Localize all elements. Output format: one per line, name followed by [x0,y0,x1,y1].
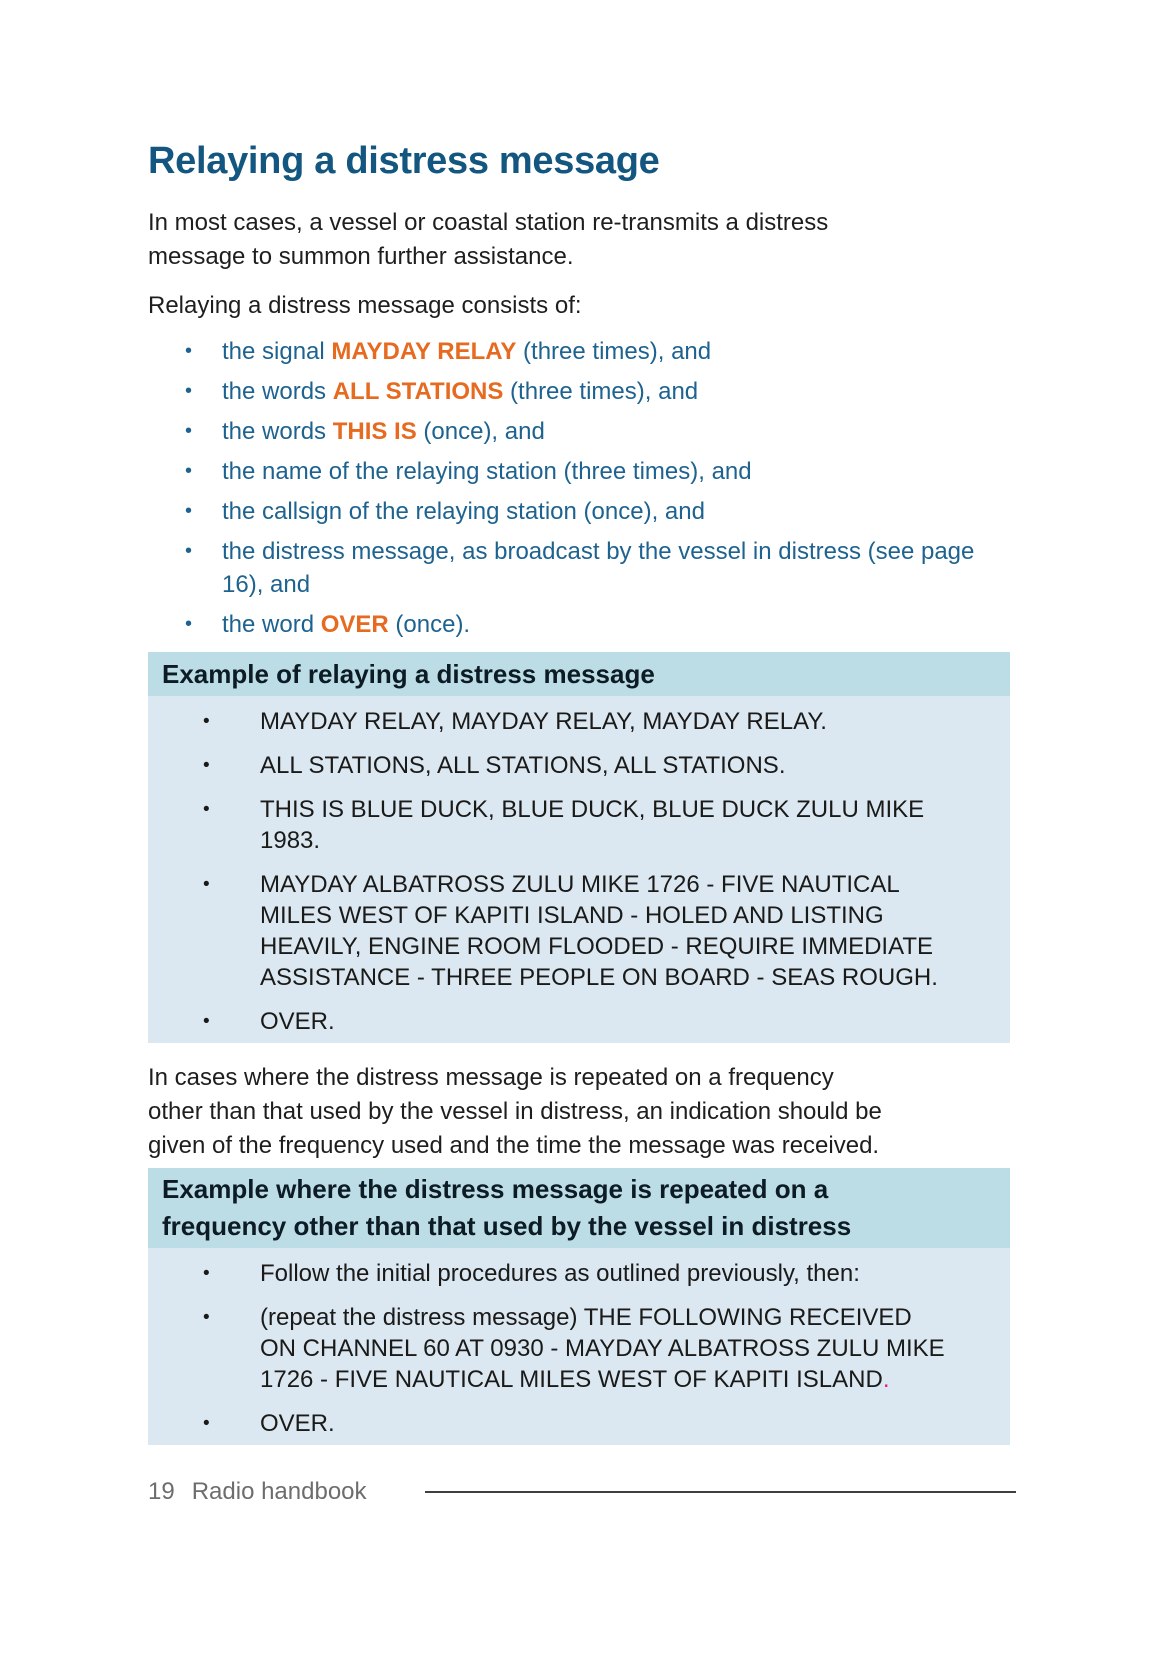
list-item-text: (once), and [416,418,545,445]
list-item-text: (once). [388,611,471,638]
bullet-icon: • [203,1307,210,1328]
example-item [148,869,1000,993]
example-box-relaying [148,652,1010,1043]
example-item-text: Follow the initial procedures as outlined previously, then: [260,1260,860,1287]
list-item [148,375,1010,408]
keyword-highlight: OVER [320,611,389,638]
example-item [148,750,1000,781]
bullet-icon: • [203,874,210,895]
handbook-title: Radio handbook [191,1478,367,1505]
paragraph-line: given of the frequency used and the time the message was received. [148,1132,880,1159]
example-box-body [148,696,1010,1043]
bullet-icon: • [185,340,193,362]
distress-relay-components-list [148,335,1010,641]
bullet-icon: • [203,711,210,732]
page-footer [148,1477,1016,1507]
list-item-text: the callsign of the relaying station (once), and [222,498,705,525]
example-item [148,1302,1000,1395]
example-item-text: (repeat the distress message) THE FOLLOWING RECEIVED ON CHANNEL 60 AT 0930 - MAYDAY ALBATROSS ZULU MIKE 1726 - FIVE NAUTICAL MILES WEST OF KAPITI ISLAND. [260,1304,945,1393]
example-item-text: MAYDAY RELAY, MAYDAY RELAY, MAYDAY RELAY. [260,708,827,735]
list-item-text: (three times), and [516,338,712,365]
repeat-frequency-paragraph [148,1061,1010,1163]
bullet-icon: • [185,540,193,562]
list-item-text: the name of the relaying station (three times), and [222,458,752,485]
example-box-repeated-frequency [148,1168,1010,1445]
keyword-highlight: ALL STATIONS [332,378,504,405]
example-item [148,1408,1000,1439]
example-item [148,794,1000,856]
example-box-title: Example where the distress message is repeated on a frequency other than that used by the vessel in distress [148,1168,1010,1248]
example-item-text: OVER. [260,1008,335,1035]
example-item-text: MAYDAY ALBATROSS ZULU MIKE 1726 - FIVE NAUTICAL MILES WEST OF KAPITI ISLAND - HOLED AND LISTING HEAVILY, ENGINE ROOM FLOODED - REQUIRE IMMEDIATE ASSISTANCE - THREE PEOPLE ON BOARD - SEAS ROUGH. [260,871,938,991]
list-item [148,535,1010,601]
bullet-icon: • [203,755,210,776]
bullet-icon: • [185,613,193,635]
list-item-text: the signal [222,338,332,365]
bullet-icon: • [203,1011,210,1032]
page-title: Relaying a distress message [148,140,660,182]
example-item-text: THIS IS BLUE DUCK, BLUE DUCK, BLUE DUCK ZULU MIKE 1983. [260,796,925,854]
example-box-title: Example of relaying a distress message [148,652,1010,696]
footer-rule [425,1491,1016,1493]
page-number: 19 [148,1478,175,1505]
paragraph-line: In cases where the distress message is repeated on a frequency [148,1064,834,1091]
list-item [148,608,1010,641]
bullet-icon: • [185,420,193,442]
bullet-icon: • [185,380,193,402]
bullet-icon: • [203,1413,210,1434]
list-item-text: the words [222,378,333,405]
keyword-highlight: THIS IS [332,418,417,445]
example-item [148,1006,1000,1037]
bullet-icon: • [185,460,193,482]
bullet-icon: • [203,799,210,820]
bullet-icon: • [203,1263,210,1284]
intro-line-2: message to summon further assistance. [148,243,574,270]
bullet-icon: • [185,500,193,522]
example-item-text: OVER. [260,1410,335,1437]
intro-paragraph [148,206,1010,274]
example-item [148,1258,1000,1289]
example-box-body [148,1248,1010,1445]
consists-intro-paragraph: Relaying a distress message consists of: [148,292,582,319]
stray-pink-period: . [882,1366,890,1393]
intro-line-1: In most cases, a vessel or coastal station re-transmits a distress [148,209,829,236]
list-item [148,455,1010,488]
list-item-text: (three times), and [503,378,699,405]
example-item-text: ALL STATIONS, ALL STATIONS, ALL STATIONS. [260,752,786,779]
list-item [148,495,1010,528]
example-item [148,706,1000,737]
keyword-highlight: MAYDAY RELAY [331,338,517,365]
paragraph-line: other than that used by the vessel in distress, an indication should be [148,1098,882,1125]
list-item [148,415,1010,448]
list-item-text: the words [222,418,333,445]
list-item [148,335,1010,368]
list-item-text: the word [222,611,321,638]
list-item-text: the distress message, as broadcast by the vessel in distress (see page 16), and [222,538,975,598]
